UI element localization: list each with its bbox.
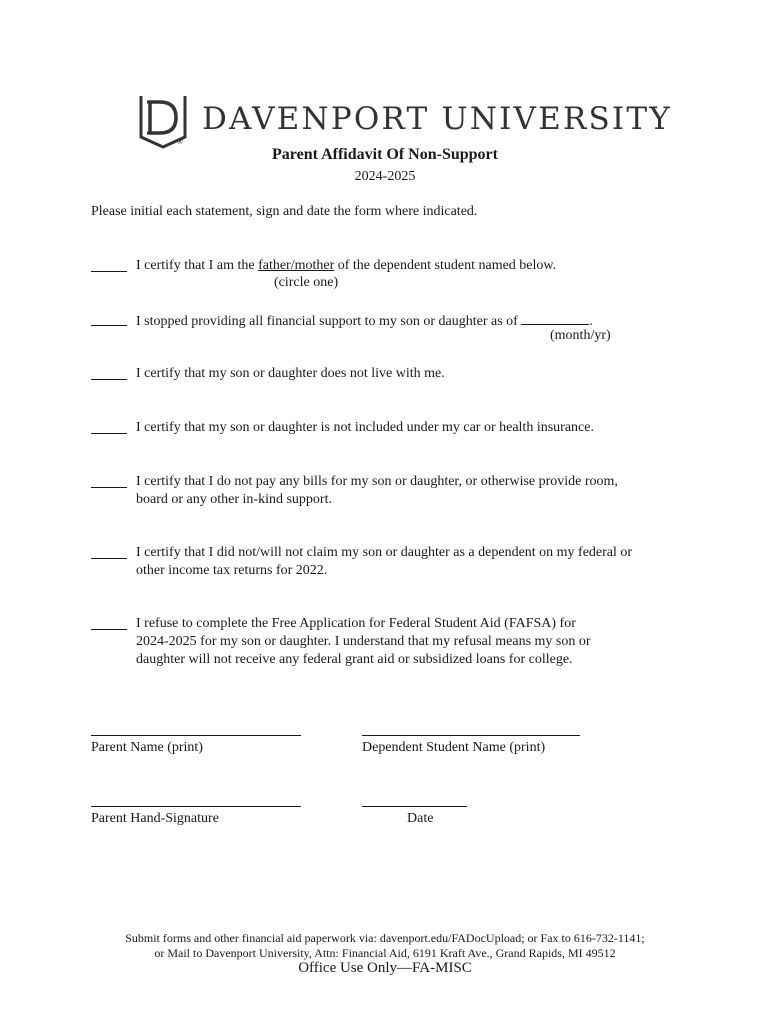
- circle-one-note: (circle one): [274, 275, 339, 290]
- form-year: 2024-2025: [354, 169, 416, 184]
- initial-field-3[interactable]: [91, 364, 127, 380]
- statement-6-line-2: other income tax returns for 2022.: [136, 563, 328, 578]
- statement-7: [136, 615, 591, 669]
- statement-5-line-1: I certify that I do not pay any bills for my son or daughter, or otherwise provide room,: [136, 474, 618, 489]
- initial-field-7[interactable]: [91, 614, 127, 630]
- page-title: Parent Affidavit Of Non-Support: [272, 146, 498, 163]
- statement-1: [136, 257, 556, 275]
- statement-1-text-b: of the dependent student named below.: [334, 258, 557, 273]
- statement-2: [136, 311, 593, 331]
- student-name-field[interactable]: [362, 735, 580, 736]
- instructions: Please initial each statement, sign and date the form where indicated.: [91, 204, 478, 219]
- footer-line-2: or Mail to Davenport University, Attn: Financial Aid, 6191 Kraft Ave., Grand Rapids, MI 49512: [154, 946, 616, 960]
- statement-6: [136, 544, 632, 580]
- student-name-label: Dependent Student Name (print): [362, 740, 546, 755]
- date-label: Date: [407, 811, 434, 826]
- parent-role-choice[interactable]: father/mother: [258, 258, 335, 273]
- initial-field-2[interactable]: [91, 310, 127, 326]
- statement-3: I certify that my son or daughter does not live with me.: [136, 366, 445, 381]
- parent-signature-field[interactable]: [91, 806, 301, 807]
- statement-7-line-2: 2024-2025 for my son or daughter. I understand that my refusal means my son or: [136, 634, 591, 649]
- statement-5-line-2: board or any other in-kind support.: [136, 492, 332, 507]
- university-name: DAVENPORT UNIVERSITY: [202, 101, 672, 137]
- initial-field-5[interactable]: [91, 472, 127, 488]
- initial-field-1[interactable]: [91, 256, 127, 272]
- month-year-note: (month/yr): [550, 328, 611, 343]
- initial-field-6[interactable]: [91, 543, 127, 559]
- statement-2-text: I stopped providing all financial support to my son or daughter as of: [136, 314, 522, 329]
- parent-name-label: Parent Name (print): [91, 740, 203, 755]
- initial-field-4[interactable]: [91, 418, 127, 434]
- statement-6-line-1: I certify that I did not/will not claim my son or daughter as a dependent on my federal or: [136, 545, 633, 560]
- statement-7-line-1: I refuse to complete the Free Application for Federal Student Aid (FAFSA) for: [136, 616, 576, 631]
- footer-line-1: Submit forms and other financial aid paperwork via: davenport.edu/FADocUpload; or Fax to 616-732-1141;: [125, 931, 645, 945]
- statement-7-line-3: daughter will not receive any federal grant aid or subsidized loans for college.: [136, 652, 573, 667]
- statement-1-text-a: I certify that I am the: [136, 258, 259, 273]
- parent-signature-label: Parent Hand-Signature: [91, 811, 219, 826]
- office-use-label: Office Use Only—FA-MISC: [298, 960, 472, 976]
- registered-mark: ®: [177, 137, 184, 146]
- statement-5: [136, 473, 618, 509]
- month-year-field[interactable]: [521, 311, 589, 325]
- statement-2-period: .: [589, 314, 593, 329]
- parent-name-field[interactable]: [91, 735, 301, 736]
- statement-4: I certify that my son or daughter is not included under my car or health insurance.: [136, 420, 594, 435]
- date-field[interactable]: [362, 806, 467, 807]
